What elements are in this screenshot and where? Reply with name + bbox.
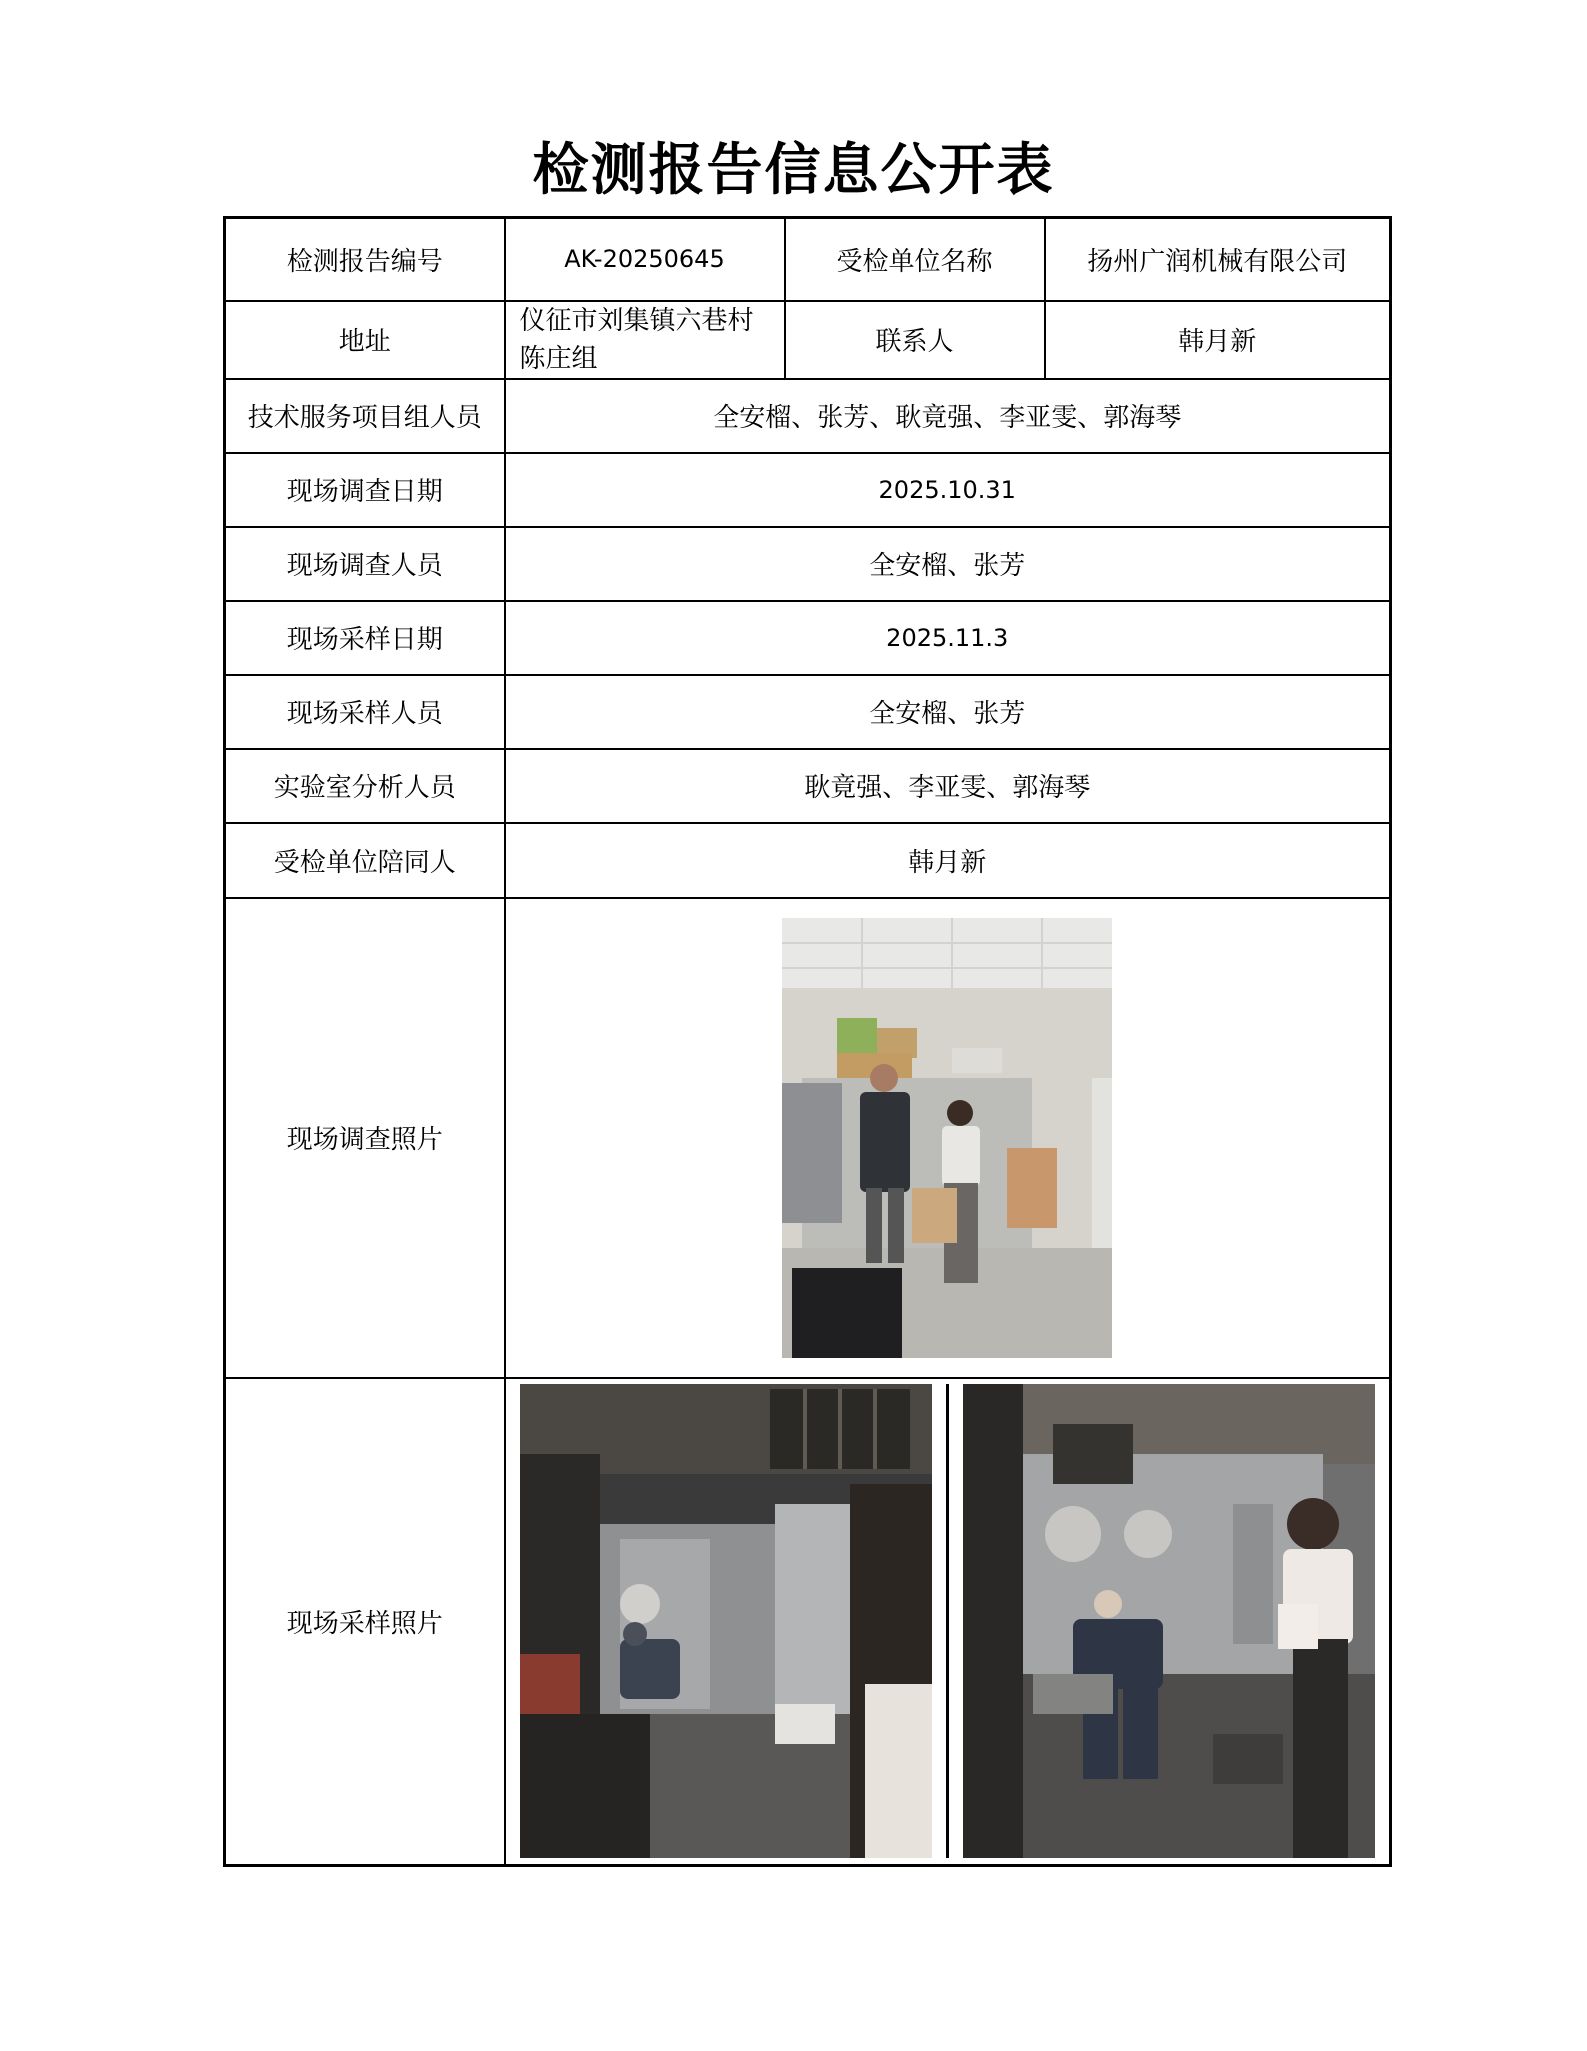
sample-photo-left (520, 1384, 932, 1858)
table-row (225, 453, 1391, 527)
escort-label: 受检单位陪同人 (225, 823, 505, 898)
sample-date-label: 现场采样日期 (225, 601, 505, 675)
unit-name-value: 扬州广润机械有限公司 (1045, 218, 1391, 301)
table-row (225, 1378, 1391, 1866)
sample-photo-label: 现场采样照片 (225, 1378, 505, 1866)
survey-photo-cell (505, 898, 1391, 1378)
table-row (225, 218, 1391, 301)
table-row (225, 601, 1391, 675)
sample-staff-value: 全安榴、张芳 (505, 675, 1391, 749)
report-no-label: 检测报告编号 (225, 218, 505, 301)
sample-photo-cell (505, 1378, 1391, 1866)
lab-staff-value: 耿竟强、李亚雯、郭海琴 (505, 749, 1391, 823)
table-row (225, 675, 1391, 749)
sample-photo-right (963, 1384, 1375, 1858)
survey-photo-label: 现场调查照片 (225, 898, 505, 1378)
team-value: 全安榴、张芳、耿竟强、李亚雯、郭海琴 (505, 379, 1391, 453)
address-value: 仪征市刘集镇六巷村陈庄组 (505, 301, 785, 379)
survey-date-value: 2025.10.31 (505, 453, 1391, 527)
sample-staff-label: 现场采样人员 (225, 675, 505, 749)
sample-photo-left-wrap (506, 1384, 949, 1858)
contact-value: 韩月新 (1045, 301, 1391, 379)
table-row (225, 749, 1391, 823)
table-row (225, 898, 1391, 1378)
sample-photo-right-wrap (949, 1384, 1389, 1858)
survey-date-label: 现场调查日期 (225, 453, 505, 527)
escort-value: 韩月新 (505, 823, 1391, 898)
address-label: 地址 (225, 301, 505, 379)
table-row (225, 823, 1391, 898)
table-row (225, 379, 1391, 453)
survey-photo (782, 918, 1112, 1358)
page-title: 检测报告信息公开表 (532, 137, 1055, 203)
unit-name-label: 受检单位名称 (785, 218, 1045, 301)
sample-photos (506, 1384, 1390, 1858)
survey-staff-value: 全安榴、张芳 (505, 527, 1391, 601)
lab-staff-label: 实验室分析人员 (225, 749, 505, 823)
table-row (225, 301, 1391, 379)
contact-label: 联系人 (785, 301, 1045, 379)
sample-date-value: 2025.11.3 (505, 601, 1391, 675)
survey-staff-label: 现场调查人员 (225, 527, 505, 601)
report-info-table (223, 216, 1392, 1867)
team-label: 技术服务项目组人员 (225, 379, 505, 453)
report-no-value: AK-20250645 (505, 218, 785, 301)
table-row (225, 527, 1391, 601)
